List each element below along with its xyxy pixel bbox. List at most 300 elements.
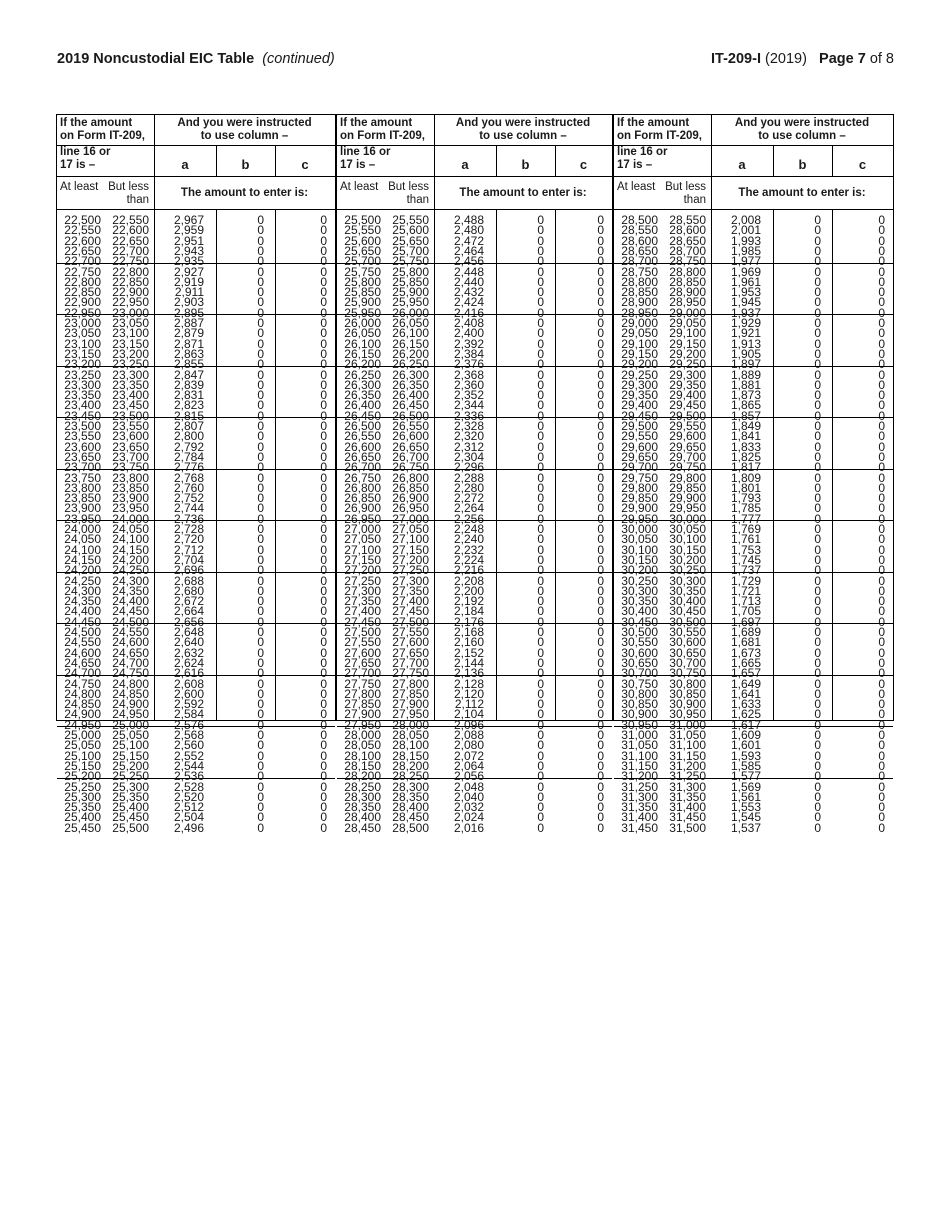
table-cell: 30,800 — [669, 676, 706, 691]
table-cell: 25,050 — [64, 738, 101, 753]
column-c-values — [559, 316, 604, 372]
table-cell: 30,400 — [669, 594, 706, 609]
at-least-values — [619, 676, 658, 732]
table-cell: 2,752 — [173, 491, 204, 506]
table-cell: 0 — [537, 532, 544, 547]
table-cell: 30,450 — [669, 604, 706, 619]
column-b-values — [777, 264, 821, 320]
table-cell: 24,200 — [64, 563, 101, 578]
table-cell: 27,800 — [344, 686, 381, 701]
table-cell: 0 — [814, 264, 821, 279]
table-cell: 0 — [814, 769, 821, 784]
table-cell: 0 — [320, 707, 327, 722]
table-cell: 0 — [878, 645, 885, 660]
table-cell: 0 — [320, 748, 327, 763]
table-cell: 31,500 — [669, 820, 706, 835]
table-cell: 28,400 — [344, 810, 381, 825]
but-less-values — [662, 213, 706, 269]
column-divider — [832, 209, 833, 720]
table-cell: 29,650 — [669, 439, 706, 454]
table-cell: 2,919 — [173, 274, 204, 289]
table-cell: 0 — [878, 738, 885, 753]
table-cell: 22,800 — [112, 264, 149, 279]
table-cell: 30,900 — [621, 707, 658, 722]
table-cell: 24,600 — [64, 645, 101, 660]
table-cell: 0 — [257, 460, 264, 475]
table-cell: 0 — [597, 419, 604, 433]
table-cell: 2,472 — [453, 233, 484, 248]
but-less-values — [385, 367, 429, 423]
page-number: Page 7 — [819, 51, 866, 67]
column-b-header: b — [521, 157, 530, 172]
table-cell: 0 — [597, 326, 604, 341]
column-c-values — [559, 264, 604, 320]
column-b-values — [220, 316, 264, 372]
table-cell: 26,700 — [344, 460, 381, 475]
table-cell: 26,550 — [344, 429, 381, 444]
table-cell: 22,600 — [112, 223, 149, 238]
table-cell: 26,450 — [344, 408, 381, 423]
table-cell: 0 — [814, 635, 821, 650]
table-cell: 30,050 — [669, 522, 706, 536]
table-cell: 30,950 — [669, 707, 706, 722]
table-cell: 0 — [814, 542, 821, 557]
column-a-values — [438, 573, 484, 629]
table-cell: 0 — [537, 264, 544, 279]
column-b-values — [777, 573, 821, 629]
table-cell: 30,600 — [621, 645, 658, 660]
table-cell: 30,600 — [669, 635, 706, 650]
table-cell: 0 — [537, 717, 544, 732]
table-cell: 2,624 — [173, 655, 204, 670]
group-divider — [57, 314, 335, 315]
table-cell: 0 — [257, 285, 264, 300]
table-cell: 27,900 — [344, 707, 381, 722]
line-label — [617, 146, 668, 172]
table-cell: 2,144 — [453, 655, 484, 670]
table-cell: 28,700 — [669, 243, 706, 258]
group-divider — [337, 623, 612, 624]
table-cell: 0 — [257, 367, 264, 382]
table-cell: 23,000 — [112, 305, 149, 320]
table-cell: 0 — [257, 594, 264, 609]
table-cell: 0 — [878, 470, 885, 485]
table-cell: 28,500 — [621, 213, 658, 227]
table-cell: 0 — [257, 408, 264, 423]
table-cell: 0 — [878, 243, 885, 258]
table-cell: 25,200 — [64, 769, 101, 784]
table-cell: 0 — [878, 326, 885, 341]
table-cell: 0 — [597, 274, 604, 289]
table-cell: 23,650 — [64, 449, 101, 464]
table-cell: 1,977 — [730, 254, 761, 269]
table-cell: 1,545 — [730, 810, 761, 825]
group-divider — [57, 726, 335, 727]
amount-to-enter-label: The amount to enter is: — [459, 187, 587, 199]
at-least-values — [62, 264, 101, 320]
table-cell: 28,150 — [344, 758, 381, 773]
table-cell: 2,504 — [173, 810, 204, 825]
table-cell: 0 — [878, 800, 885, 815]
table-cell: 24,850 — [64, 697, 101, 712]
table-cell: 28,000 — [392, 717, 429, 732]
table-cell: 0 — [814, 563, 821, 578]
table-cell: 0 — [320, 800, 327, 815]
table-cell: 29,000 — [621, 316, 658, 330]
table-cell: 2,600 — [173, 686, 204, 701]
table-cell: 0 — [878, 583, 885, 598]
table-cell: 0 — [814, 686, 821, 701]
table-cell: 1,665 — [730, 655, 761, 670]
table-cell: 30,850 — [621, 697, 658, 712]
table-cell: 26,500 — [344, 419, 381, 433]
table-cell: 0 — [257, 316, 264, 330]
table-cell: 0 — [320, 367, 327, 382]
table-cell: 0 — [320, 645, 327, 660]
table-cell: 1,961 — [730, 274, 761, 289]
table-cell: 0 — [537, 758, 544, 773]
table-cell: 0 — [878, 233, 885, 248]
table-cell: 0 — [814, 532, 821, 547]
at-least-values — [62, 213, 101, 269]
column-divider — [555, 209, 556, 720]
table-cell: 0 — [257, 377, 264, 392]
table-cell: 0 — [257, 274, 264, 289]
table-cell: 24,400 — [64, 604, 101, 619]
table-cell: 29,200 — [669, 346, 706, 361]
table-cell: 0 — [320, 357, 327, 372]
table-cell: 0 — [597, 573, 604, 588]
table-cell: 31,250 — [621, 779, 658, 794]
table-cell: 2,664 — [173, 604, 204, 619]
at-least-values — [619, 470, 658, 526]
table-cell: 30,550 — [669, 625, 706, 639]
table-cell: 0 — [878, 295, 885, 310]
table-cell: 0 — [597, 655, 604, 670]
table-cell: 27,450 — [392, 604, 429, 619]
table-cell: 2,536 — [173, 769, 204, 784]
table-cell: 0 — [597, 635, 604, 650]
table-cell: 0 — [597, 676, 604, 691]
table-cell: 26,100 — [344, 336, 381, 351]
table-cell: 29,700 — [621, 460, 658, 475]
table-cell: 31,400 — [669, 800, 706, 815]
table-cell: 0 — [878, 728, 885, 742]
table-cell: 0 — [537, 511, 544, 526]
table-cell: 0 — [814, 522, 821, 536]
table-cell: 2,839 — [173, 377, 204, 392]
table-cell: 0 — [320, 408, 327, 423]
column-b-values — [500, 625, 544, 681]
table-cell: 2,967 — [173, 213, 204, 227]
table-cell: 0 — [814, 243, 821, 258]
table-cell: 0 — [597, 480, 604, 495]
table-cell: 23,000 — [64, 316, 101, 330]
table-cell: 28,200 — [344, 769, 381, 784]
table-cell: 26,200 — [392, 346, 429, 361]
table-cell: 25,950 — [392, 295, 429, 310]
table-cell: 24,150 — [64, 552, 101, 567]
table-cell: 27,850 — [344, 697, 381, 712]
table-cell: 25,650 — [392, 233, 429, 248]
table-cell: 24,750 — [112, 666, 149, 681]
table-cell: 0 — [320, 604, 327, 619]
table-cell: 0 — [597, 789, 604, 804]
table-cell: 28,500 — [392, 820, 429, 835]
table-cell: 0 — [597, 377, 604, 392]
table-cell: 27,550 — [392, 625, 429, 639]
table-cell: 23,700 — [64, 460, 101, 475]
table-cell: 29,250 — [621, 367, 658, 382]
table-cell: 23,900 — [112, 491, 149, 506]
table-cell: 24,250 — [112, 563, 149, 578]
table-cell: 0 — [320, 316, 327, 330]
table-cell: 27,900 — [392, 697, 429, 712]
table-cell: 0 — [597, 614, 604, 629]
column-a-values — [715, 316, 761, 372]
table-cell: 29,550 — [669, 419, 706, 433]
column-a-values — [438, 676, 484, 732]
table-cell: 28,800 — [669, 264, 706, 279]
table-cell: 30,800 — [621, 686, 658, 701]
at-least-values — [619, 573, 658, 629]
table-cell: 29,500 — [669, 408, 706, 423]
table-cell: 2,424 — [453, 295, 484, 310]
table-cell: 0 — [878, 357, 885, 372]
table-cell: 0 — [597, 367, 604, 382]
table-cell: 0 — [814, 676, 821, 691]
table-cell: 28,250 — [392, 769, 429, 784]
table-cell: 0 — [878, 686, 885, 701]
column-b-values — [220, 419, 264, 475]
table-cell: 0 — [320, 717, 327, 732]
table-cell: 31,350 — [621, 800, 658, 815]
table-cell: 0 — [814, 820, 821, 835]
table-cell: 2,959 — [173, 223, 204, 238]
table-cell: 0 — [537, 254, 544, 269]
column-a-values — [158, 264, 204, 320]
table-cell: 28,950 — [621, 305, 658, 320]
instructed-line1: And you were instructed — [734, 117, 870, 129]
table-cell: 28,750 — [669, 254, 706, 269]
table-cell: 25,150 — [112, 748, 149, 763]
but-less-values — [105, 367, 149, 423]
table-cell: 0 — [878, 511, 885, 526]
column-b-values — [220, 573, 264, 629]
table-cell: 24,150 — [112, 542, 149, 557]
table-cell: 0 — [320, 758, 327, 773]
at-least-values — [342, 419, 381, 475]
at-least-values — [619, 779, 658, 835]
table-cell: 0 — [878, 439, 885, 454]
table-cell: 0 — [320, 223, 327, 238]
table-cell: 28,450 — [344, 820, 381, 835]
table-cell: 0 — [597, 346, 604, 361]
group-divider — [614, 675, 893, 676]
table-cell: 0 — [878, 676, 885, 691]
table-cell: 30,000 — [669, 511, 706, 526]
table-cell: 0 — [257, 532, 264, 547]
table-cell: 2,184 — [453, 604, 484, 619]
table-cell: 0 — [878, 264, 885, 279]
page-title — [57, 51, 335, 67]
but-less-label — [664, 181, 706, 207]
header-divider — [57, 176, 335, 177]
column-b-values — [500, 779, 544, 835]
column-c-values — [279, 213, 327, 269]
table-cell: 0 — [878, 758, 885, 773]
table-cell: 2,112 — [454, 697, 484, 712]
table-cell: 0 — [878, 346, 885, 361]
but-less-values — [662, 779, 706, 835]
table-cell: 0 — [597, 552, 604, 567]
table-cell: 30,650 — [621, 655, 658, 670]
group-divider — [337, 778, 612, 779]
table-cell: 0 — [597, 223, 604, 238]
table-cell: 1,897 — [730, 357, 761, 372]
table-cell: 28,900 — [621, 295, 658, 310]
table-cell: 0 — [878, 398, 885, 413]
table-cell: 0 — [320, 480, 327, 495]
table-cell: 0 — [814, 429, 821, 444]
table-cell: 24,500 — [64, 625, 101, 639]
column-c-values — [836, 676, 885, 732]
table-cell: 0 — [257, 243, 264, 258]
table-cell: 0 — [320, 563, 327, 578]
at-least-values — [342, 522, 381, 578]
table-cell: 0 — [257, 223, 264, 238]
table-cell: 0 — [537, 552, 544, 567]
at-least-values — [619, 522, 658, 578]
at-least-values — [619, 728, 658, 784]
table-cell: 0 — [320, 738, 327, 753]
amount-header-line2: on Form IT-209, — [617, 130, 702, 142]
table-cell: 0 — [320, 460, 327, 475]
column-c-values — [279, 470, 327, 526]
at-least-values — [62, 316, 101, 372]
table-cell: 0 — [257, 501, 264, 516]
table-cell: 25,700 — [392, 243, 429, 258]
table-cell: 0 — [257, 820, 264, 835]
but-less-values — [662, 316, 706, 372]
table-cell: 23,550 — [112, 419, 149, 433]
table-cell: 26,850 — [392, 480, 429, 495]
but-less-values — [662, 522, 706, 578]
table-cell: 28,300 — [344, 789, 381, 804]
table-cell: 0 — [537, 316, 544, 330]
column-c-values — [559, 676, 604, 732]
table-cell: 30,100 — [621, 542, 658, 557]
table-cell: 1,945 — [730, 295, 761, 310]
table-cell: 0 — [257, 655, 264, 670]
table-cell: 28,600 — [621, 233, 658, 248]
table-cell: 0 — [878, 254, 885, 269]
group-divider — [337, 366, 612, 367]
at-least-values — [619, 213, 658, 269]
table-cell: 27,150 — [344, 552, 381, 567]
column-a-values — [158, 522, 204, 578]
table-cell: 0 — [878, 820, 885, 835]
table-cell: 0 — [537, 429, 544, 444]
at-least-label: At least — [60, 181, 99, 193]
table-cell: 1,969 — [730, 264, 761, 279]
table-cell: 28,600 — [669, 223, 706, 238]
table-cell: 2,216 — [453, 563, 484, 578]
column-b-values — [777, 779, 821, 835]
table-cell: 27,150 — [392, 542, 429, 557]
column-a-values — [715, 470, 761, 526]
table-cell: 24,350 — [112, 583, 149, 598]
table-cell: 0 — [320, 295, 327, 310]
table-cell: 22,850 — [112, 274, 149, 289]
table-cell: 25,500 — [344, 213, 381, 227]
table-cell: 0 — [320, 439, 327, 454]
table-cell: 24,450 — [64, 614, 101, 629]
table-cell: 26,750 — [392, 460, 429, 475]
group-divider — [337, 263, 612, 264]
table-cell: 29,750 — [669, 460, 706, 475]
table-cell: 0 — [597, 758, 604, 773]
table-cell: 27,200 — [392, 552, 429, 567]
column-c-values — [279, 316, 327, 372]
table-cell: 0 — [537, 789, 544, 804]
table-cell: 0 — [537, 480, 544, 495]
table-cell: 2,672 — [173, 594, 204, 609]
but-less-values — [662, 625, 706, 681]
table-cell: 29,100 — [621, 336, 658, 351]
table-cell: 2,744 — [173, 501, 204, 516]
table-cell: 30,400 — [621, 604, 658, 619]
table-cell: 0 — [597, 408, 604, 423]
table-cell: 0 — [320, 625, 327, 639]
table-cell: 0 — [597, 645, 604, 660]
table-cell: 0 — [537, 491, 544, 506]
table-cell: 23,100 — [64, 336, 101, 351]
table-cell: 22,550 — [112, 213, 149, 227]
table-cell: 0 — [878, 429, 885, 444]
table-cell: 2,608 — [173, 676, 204, 691]
table-cell: 2,592 — [173, 697, 204, 712]
table-cell: 24,800 — [112, 676, 149, 691]
column-a-header: a — [181, 157, 189, 172]
table-cell: 25,850 — [344, 285, 381, 300]
table-cell: 0 — [537, 738, 544, 753]
table-cell: 24,450 — [112, 604, 149, 619]
table-cell: 0 — [878, 552, 885, 567]
but-less-label — [387, 181, 429, 207]
table-cell: 2,312 — [453, 439, 484, 454]
column-c-values — [559, 419, 604, 475]
table-cell: 0 — [814, 789, 821, 804]
table-cell: 27,250 — [344, 573, 381, 588]
table-cell: 1,929 — [730, 316, 761, 330]
table-cell: 2,416 — [453, 305, 484, 320]
column-a-values — [715, 213, 761, 269]
amount-header-line1: If the amount — [617, 117, 690, 129]
table-cell: 31,350 — [669, 789, 706, 804]
table-cell: 26,750 — [344, 470, 381, 485]
column-b-values — [220, 367, 264, 423]
table-cell: 0 — [878, 748, 885, 763]
table-cell: 30,350 — [669, 583, 706, 598]
table-cell: 23,850 — [64, 491, 101, 506]
table-cell: 2,552 — [173, 748, 204, 763]
table-cell: 0 — [878, 367, 885, 382]
table-cell: 26,150 — [344, 346, 381, 361]
table-cell: 30,000 — [621, 522, 658, 536]
table-cell: 24,650 — [64, 655, 101, 670]
table-cell: 2,304 — [453, 449, 484, 464]
